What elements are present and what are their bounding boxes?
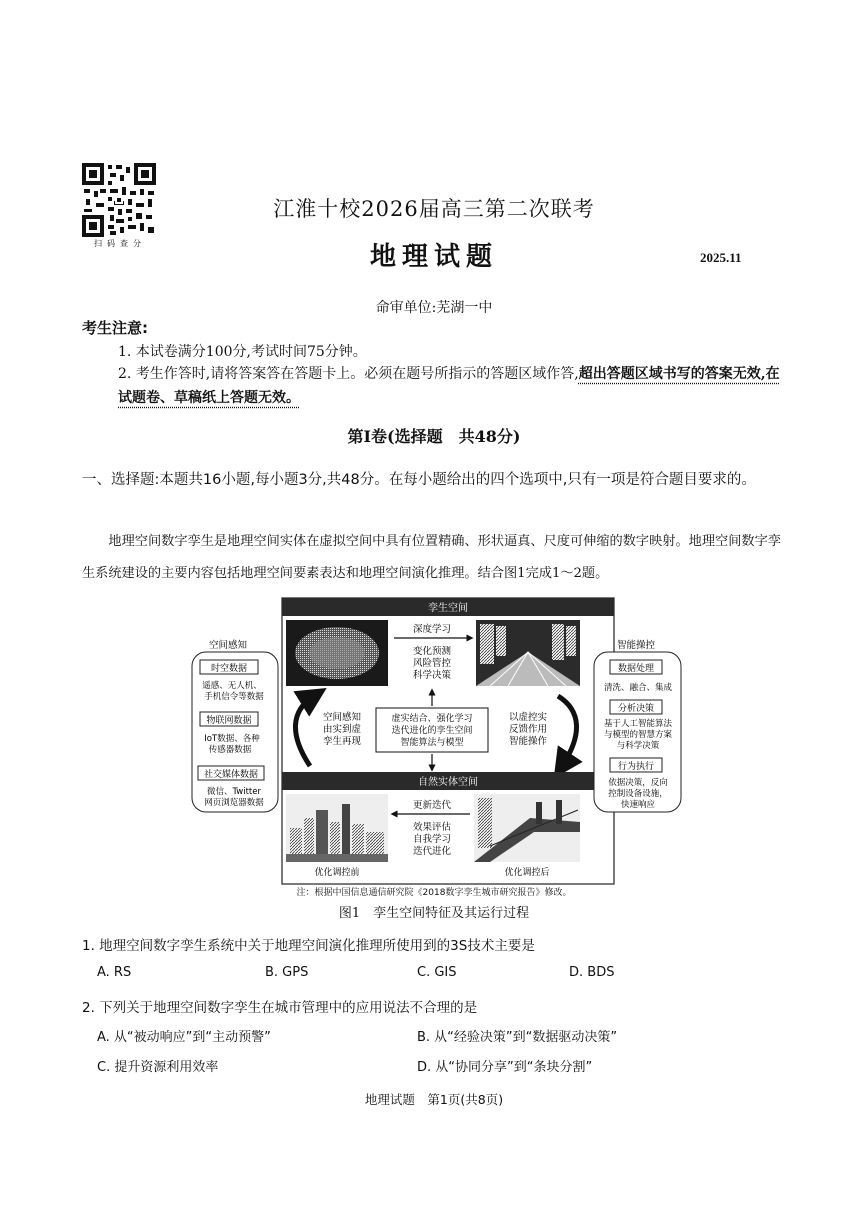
- left-item-2-desc-1: IoT数据、各种: [204, 734, 260, 744]
- section-instructions: 一、选择题:本题共16小题,每小题3分,共48分。在每小题给出的四个选项中,只有一项是符合题目要求的。: [82, 472, 756, 488]
- point-cloud-image: [286, 620, 388, 686]
- right-item-3-desc-1: 依据决策，反向: [608, 778, 668, 788]
- right-item-2-desc-1: 基于人工智能算法: [603, 719, 673, 729]
- notice-item-2-text: 2. 考生作答时,请将答案答在答题卡上。必须在题号所指示的答题区域作答,: [118, 366, 579, 382]
- mid-bottom-line-2: 自我学习: [412, 834, 452, 845]
- subject-title: 地理试题: [369, 242, 498, 272]
- right-item-3-desc-3: 快速响应: [620, 800, 656, 810]
- right-loop-line-2: 反馈作用: [508, 724, 548, 735]
- right-loop-line-3: 智能操作: [508, 736, 548, 747]
- deep-learning-label: 深度学习: [412, 624, 452, 635]
- center-line-1: 虚实结合、强化学习: [391, 714, 473, 724]
- question-2-option-c[interactable]: C. 提升资源利用效率: [97, 1060, 219, 1075]
- twin-space-label: 孪生空间: [428, 603, 468, 614]
- question-intro: 地理空间数字孪生是地理空间实体在虚拟空间中具有位置精确、形状逼真、尺度可伸缩的数字映射。地理空间数字孪生系统建设的主要内容包括地理空间要素表达和地理空间演化推理。结合图1完成1～2题。: [82, 534, 781, 581]
- page-footer: 地理试题 第1页(共8页): [364, 1092, 504, 1107]
- figure-1: [190, 596, 683, 886]
- issuing-unit: 命审单位:芜湖一中: [375, 300, 493, 316]
- right-item-3-label: 行为执行: [617, 762, 655, 772]
- question-1-stem: 1. 地理空间数字孪生系统中关于地理空间演化推理所使用到的3S技术主要是: [82, 938, 535, 954]
- right-item-2-desc-3: 与科学决策: [616, 741, 660, 751]
- city-before-image: [286, 794, 388, 862]
- notice-heading: 考生注意:: [82, 319, 148, 337]
- after-label: 优化调控后: [504, 868, 550, 878]
- qr-caption: 扫码查分: [94, 239, 146, 248]
- notice-item-2-emphasis: 超出答题区域书写的答案无效,在试题卷、草稿纸上答题无效。: [118, 366, 780, 406]
- left-item-2-desc-2: 传感器数据: [208, 745, 252, 755]
- right-panel-title: 智能操控: [616, 640, 656, 651]
- question-1-option-b[interactable]: B. GPS: [265, 965, 309, 980]
- question-2-stem: 2. 下列关于地理空间数字孪生在城市管理中的应用说法不合理的是: [82, 1000, 478, 1016]
- mid-bottom-line-1: 效果评估: [412, 822, 452, 833]
- update-label: 更新迭代: [412, 800, 452, 811]
- mid-top-line-3: 科学决策: [412, 670, 452, 681]
- left-item-2-label: 物联网数据: [206, 716, 252, 726]
- question-2-option-d[interactable]: D. 从“协同分享”到“条块分割”: [417, 1060, 593, 1075]
- notice-item-1: 1. 本试卷满分100分,考试时间75分钟。: [118, 344, 367, 360]
- mid-bottom-line-3: 迭代进化: [412, 846, 452, 857]
- exam-date: 2025.11: [700, 250, 742, 265]
- city-after-image: [474, 794, 580, 862]
- right-item-3-desc-2: 控制设备设施，: [608, 789, 668, 799]
- question-1-option-a[interactable]: A. RS: [97, 965, 132, 980]
- question-2-option-a[interactable]: A. 从“被动响应”到“主动预警”: [97, 1030, 271, 1045]
- figure-caption: 图1 孪生空间特征及其运行过程: [338, 906, 530, 921]
- center-line-2: 迭代进化的孪生空间: [391, 726, 473, 736]
- left-item-1-desc-1: 遥感、无人机、: [202, 681, 262, 691]
- twin-city-image: [476, 620, 580, 686]
- exam-title: 江淮十校2026届高三第二次联考: [273, 197, 595, 221]
- mid-top-line-2: 风险管控: [412, 658, 452, 669]
- mid-top-line-1: 变化预测: [412, 646, 452, 657]
- right-item-1-label: 数据处理: [617, 664, 655, 674]
- question-1-option-d[interactable]: D. BDS: [569, 965, 615, 980]
- question-1-option-c[interactable]: C. GIS: [417, 965, 457, 980]
- left-loop-line-3: 孪生再现: [322, 736, 362, 747]
- part-title: 第Ⅰ卷(选择题 共48分): [347, 427, 521, 446]
- center-line-3: 智能算法与模型: [400, 738, 464, 748]
- left-item-3-label: 社交媒体数据: [203, 770, 259, 780]
- notice-item-2: [118, 362, 786, 410]
- left-panel-title: 空间感知: [208, 640, 248, 651]
- right-loop-line-1: 以虚控实: [508, 712, 548, 723]
- natural-space-label: 自然实体空间: [418, 777, 478, 788]
- before-label: 优化调控前: [314, 868, 360, 878]
- left-item-3-desc-1: 微信、Twitter: [207, 787, 261, 797]
- left-item-1-label: 时空数据: [210, 664, 248, 674]
- left-item-1-desc-2: 手机信令等数据: [204, 692, 264, 702]
- left-loop-line-2: 由实到虚: [322, 724, 362, 735]
- right-item-2-label: 分析决策: [617, 704, 655, 714]
- right-item-1-desc-1: 清洗、融合、集成: [603, 683, 673, 693]
- figure-note: 注：根据中国信息通信研究院《2018数字孪生城市研究报告》修改。: [296, 888, 572, 898]
- question-2-option-b[interactable]: B. 从“经验决策”到“数据驱动决策”: [417, 1030, 618, 1045]
- right-item-2-desc-2: 与模型的智慧方案: [603, 730, 673, 740]
- left-loop-line-1: 空间感知: [322, 712, 362, 723]
- left-item-3-desc-2: 网页浏览器数据: [204, 798, 264, 808]
